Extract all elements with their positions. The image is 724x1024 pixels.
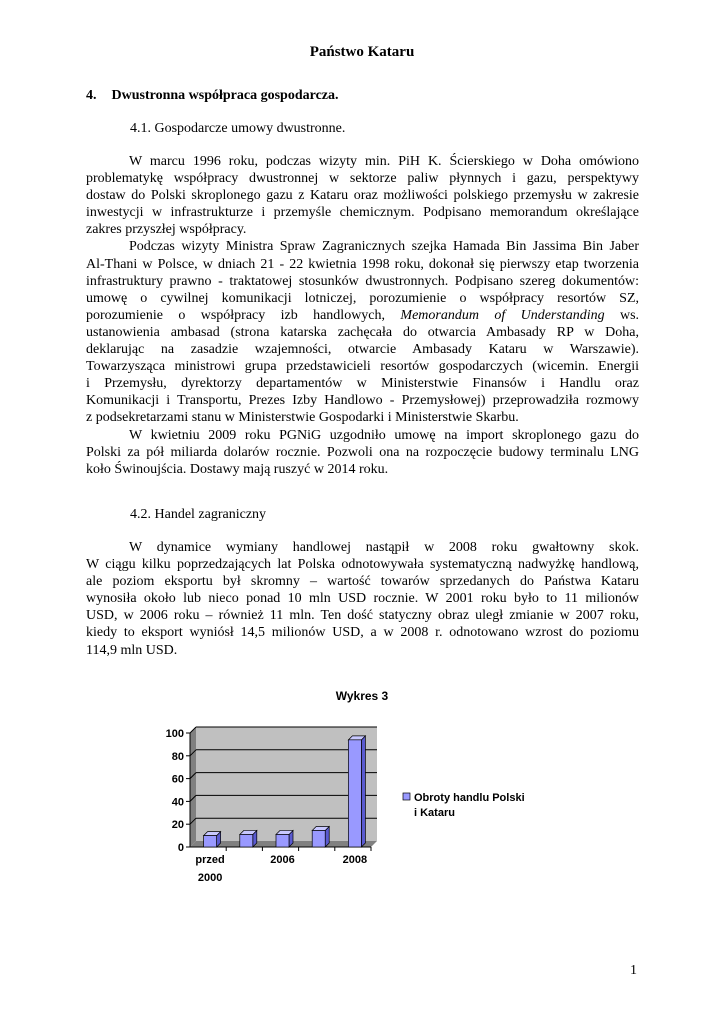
p4-line: kiedy to eksport wyniósł 14,5 milionów USD, a w 2008 r. odnotowano wzrost do poziomu bbox=[86, 625, 639, 641]
p2-line bbox=[86, 307, 639, 324]
legend-label: Obroty handlu Polski bbox=[414, 792, 525, 804]
bar bbox=[348, 740, 361, 847]
p4-line: USD, w 2006 roku – również 11 mln. Ten dość statyczny obraz uległ zmianie w 2007 roku, bbox=[86, 608, 639, 624]
paragraph-4 bbox=[86, 539, 639, 659]
p2-line: ustanowienia ambasad (strona katarska zachęcała do otwarcia Ambasady RP w Doha, bbox=[86, 324, 639, 340]
plot-side-wall bbox=[190, 727, 196, 847]
p3-line: W kwietniu 2009 roku PGNiG uzgodniło umowę na import skroplonego gazu do bbox=[129, 427, 639, 443]
x-tick-label: 2000 bbox=[197, 872, 223, 884]
p1-line: inwestycji w infrastrukturze i przemyśle chemicznym. Podpisano memorandum określające bbox=[86, 205, 639, 221]
y-tick-label: 40 bbox=[171, 796, 184, 809]
x-tick-label: przed bbox=[195, 854, 225, 866]
p2-l5-pre: porozumienie o współpracy izb handlowych, bbox=[86, 307, 386, 323]
p2-line: Podczas wizyty Ministra Spraw Zagranicznych szejka Hamada Bin Jassima Bin Jaber bbox=[129, 239, 639, 255]
x-tick-label: 2008 bbox=[342, 854, 368, 866]
p2-line: Komunikacji i Transportu, Prezes Izby Handlowo - Przemysłowej) przeprowadziła rozmowy bbox=[86, 393, 639, 409]
p2-line: Towarzysząca ministrowi grupa przedstawicieli resortów gospodarczych (wicemin. Energii bbox=[86, 359, 639, 375]
legend-swatch bbox=[403, 793, 410, 800]
chart-title: Wykres 3 bbox=[335, 689, 389, 703]
page-number: 1 bbox=[630, 963, 637, 978]
y-tick-label: 60 bbox=[171, 773, 184, 786]
y-tick-label: 80 bbox=[171, 750, 184, 763]
p2-line: Al-Thani w Polsce, w dniach 21 - 22 kwietnia 1998 roku, dokonał się pierwszy etap tworzenia bbox=[86, 256, 639, 272]
section-heading bbox=[86, 88, 339, 104]
bar bbox=[276, 834, 289, 847]
p1-line: zakres przyszłej współpracy. bbox=[86, 222, 247, 238]
p1-line: W marcu 1996 roku, podczas wizyty min. PiH K. Ścierskiego w Doha omówiono bbox=[129, 154, 639, 169]
bar bbox=[204, 836, 217, 847]
subsection-heading-4-1: 4.1. Gospodarcze umowy dwustronne. bbox=[130, 121, 346, 136]
memorandum-title: Memorandum of Understanding bbox=[400, 307, 605, 323]
section-title: Dwustronna współpraca gospodarcza. bbox=[111, 88, 339, 103]
p2-line: umowę o cywilnej komunikacji lotniczej, porozumienie o współpracy resortów SZ, bbox=[86, 290, 639, 306]
y-tick-label: 0 bbox=[177, 842, 184, 854]
p4-line: W ciągu kilku poprzedzających lat Polska odnotowywała systematyczną nadwyżkę handlową, bbox=[86, 557, 639, 573]
subsection-heading-4-2: 4.2. Handel zagraniczny bbox=[130, 507, 267, 522]
legend-label: i Kataru bbox=[414, 807, 455, 819]
x-tick-label: 2006 bbox=[270, 854, 295, 866]
p4-line: wynosiła około lub nieco ponad 10 mln USD rocznie. W 2001 roku było to 11 milionów bbox=[86, 591, 639, 607]
y-tick-label: 20 bbox=[171, 819, 184, 832]
page-title: Państwo Kataru bbox=[309, 44, 415, 60]
p4-line: W dynamice wymiany handlowej nastąpił w 2008 roku gwałtowny skok. bbox=[129, 540, 639, 555]
bar-chart bbox=[150, 720, 550, 890]
p4-line: ale poziom eksportu był skromny – wartość towarów sprzedanych do Państwa Kataru bbox=[86, 574, 639, 590]
p3-line: koło Świnoujścia. Dostawy mają ruszyć w 2014 roku. bbox=[86, 461, 389, 477]
p2-line: i Przemysłu, dyrektorzy departamentów w Ministerstwie Finansów i Handlu oraz bbox=[86, 376, 639, 392]
bar bbox=[312, 830, 325, 847]
p2-line: z podsekretarzami stanu w Ministerstwie Gospodarki i Ministerstwie Skarbu. bbox=[86, 410, 519, 426]
p2-line: infrastruktury prawno - traktatowej stosunków dwustronnych. Podpisano szereg dokumentów: bbox=[86, 273, 639, 289]
section-number: 4. bbox=[86, 88, 97, 103]
y-tick-label: 100 bbox=[165, 728, 184, 740]
paragraph-1 bbox=[86, 153, 639, 478]
p2-line: deklarując na zasadzie wzajemności, otwarcie Ambasady Kataru w Warszawie). bbox=[86, 342, 639, 358]
p1-line: dostaw do Polski skroplonego gazu z Kataru oraz możliwości polskiego przemysłu w zakresie bbox=[86, 188, 639, 204]
p3-line: Polski za pół miliarda dolarów rocznie. Pozwoli ona na rozpoczęcie budowy terminalu LNG bbox=[86, 444, 639, 460]
p2-l5-post: ws. bbox=[619, 307, 640, 323]
p4-line: 114,9 mln USD. bbox=[86, 642, 178, 658]
bar bbox=[240, 834, 253, 847]
p1-line: problematykę współpracy dwustronnej w sektorze paliw płynnych i gazu, perspektywy bbox=[86, 171, 639, 187]
bar-side bbox=[361, 736, 365, 847]
